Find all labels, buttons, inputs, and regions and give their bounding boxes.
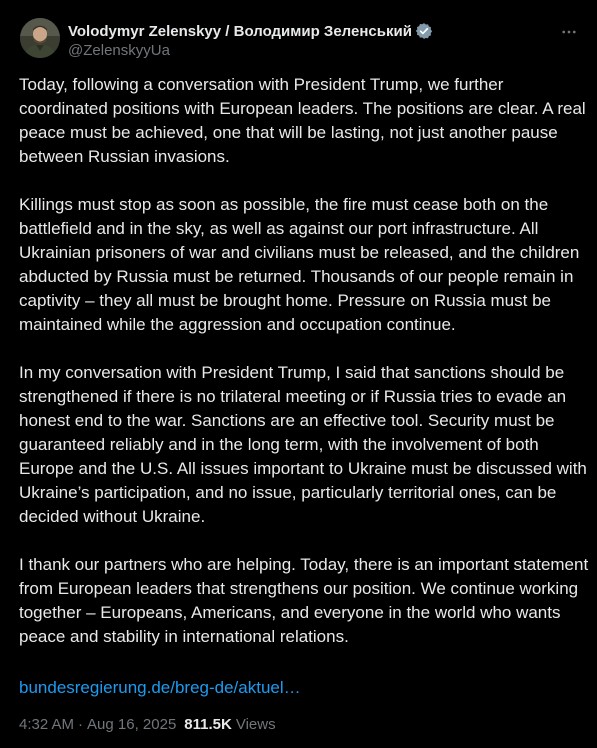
author-handle[interactable]: @ZelenskyyUa bbox=[68, 42, 170, 59]
display-name-row bbox=[68, 21, 433, 41]
tweet-paragraph-1: Today, following a conversation with President Trump, we further coordinated positions with European leaders. The positions are clear. A real peace must be achieved, one that will be lasting, not just another pause between Russian invasions. bbox=[19, 75, 586, 166]
tweet-paragraph-3: In my conversation with President Trump, I said that sanctions should be strengthened if there is no trilateral meeting or if Russia tries to evade an honest end to the war. Sanctions are an effective tool. Security must be guaranteed reliably and in the long term, with the involvement of both Europe and the U.S. All issues important to Ukraine must be discussed with Ukraine’s participation, and no issue, particularly territorial ones, can be decided without Ukraine. bbox=[19, 363, 587, 526]
meta-separator: · bbox=[78, 716, 84, 733]
tweet-link[interactable]: bundesregierung.de/breg-de/aktuel… bbox=[19, 678, 301, 697]
tweet-paragraph-2: Killings must stop as soon as possible, the fire must cease both on the battlefield and in the sky, as well as against our port infrastructure. All Ukrainian prisoners of war and civilians must be released, and the children abducted by Russia must be returned. Thousands of our people remain in captivity – they all must be brought home. Pressure on Russia must be maintained while the aggression and occupation continue. bbox=[19, 195, 580, 334]
views-label: Views bbox=[235, 716, 276, 733]
author-names bbox=[68, 21, 433, 59]
avatar[interactable] bbox=[20, 18, 60, 58]
more-options-icon[interactable] bbox=[557, 20, 581, 44]
tweet-header bbox=[20, 14, 581, 62]
tweet-meta bbox=[19, 715, 276, 735]
tweet-text bbox=[19, 73, 589, 673]
verified-badge-icon[interactable] bbox=[415, 22, 433, 40]
tweet-paragraph-4: I thank our partners who are helping. Today, there is an important statement from European leaders that strengthens our position. We continue working together – Europeans, Americans, and everyone in the world who wants peace and stability in international relations. bbox=[19, 555, 589, 646]
author-display-name[interactable]: Volodymyr Zelenskyy / Володимир Зеленський bbox=[68, 22, 412, 40]
views-count: 811.5K bbox=[184, 716, 232, 733]
tweet-date[interactable]: Aug 16, 2025 bbox=[87, 716, 177, 733]
tweet-time[interactable]: 4:32 AM bbox=[19, 716, 75, 733]
avatar-image bbox=[20, 18, 60, 58]
